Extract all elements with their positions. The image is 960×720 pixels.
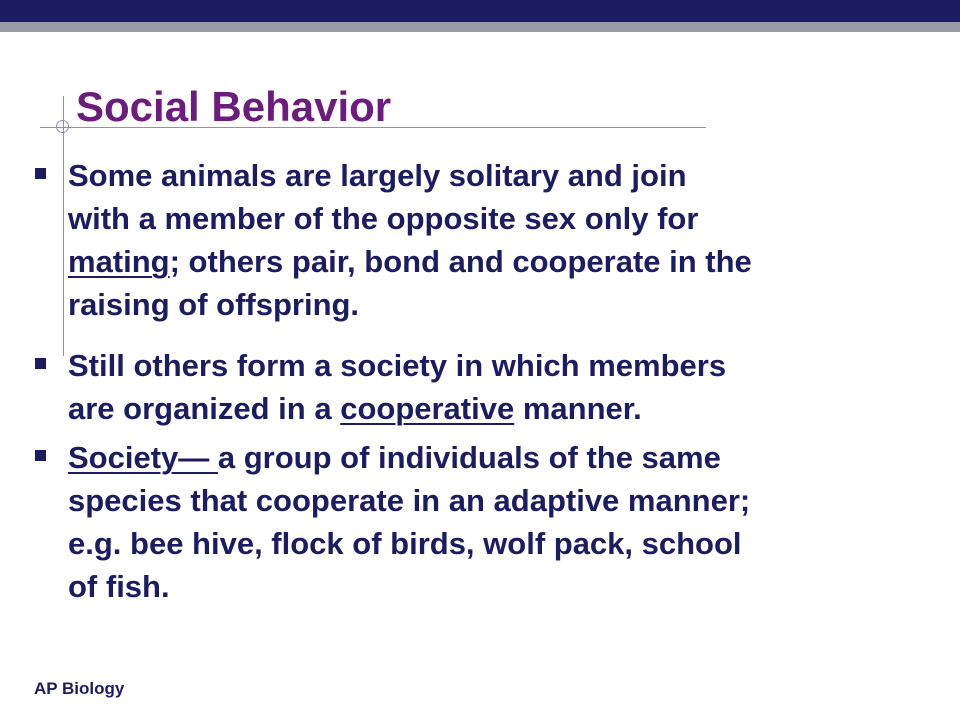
term-society: Society—: [68, 440, 218, 475]
bullet-3-line-1: [68, 436, 928, 479]
top-band: [0, 0, 960, 22]
bullet-text-3: [68, 436, 928, 608]
term-cooperative: cooperative: [340, 391, 515, 426]
bullet-1-line-4: raising of offspring.: [68, 287, 360, 322]
bullet-2-line-2: [68, 387, 928, 430]
square-bullet-icon: [35, 358, 46, 369]
bullet-3-line-1-rest: a group of individuals of the same: [217, 440, 721, 475]
title-vertical-rule: [63, 96, 64, 356]
bullet-1-line-2: with a member of the opposite sex only for: [68, 201, 699, 236]
square-bullet-icon: [35, 168, 46, 179]
term-mating: mating: [68, 244, 170, 279]
bullet-2-line-1: Still others form a society in which members: [68, 348, 727, 383]
bullet-3-line-4: of fish.: [68, 569, 170, 604]
square-bullet-icon: [35, 450, 46, 461]
crosshair-circle-icon: [56, 120, 69, 133]
bullet-3-line-2: species that cooperate in an adaptive manner;: [68, 483, 751, 518]
bullet-text-2: [68, 344, 928, 430]
bullet-1-line-3-rest: ; others pair, bond and cooperate in the: [169, 244, 752, 279]
bullet-3-line-3: e.g. bee hive, flock of birds, wolf pack, school: [68, 526, 742, 561]
footer-label: AP Biology: [34, 679, 125, 698]
bullet-1-line-3: [68, 240, 928, 283]
bullet-2-line-2-pre: are organized in a: [68, 391, 341, 426]
bullet-1-line-1: Some animals are largely solitary and join: [68, 158, 687, 193]
slide-title: Social Behavior: [76, 83, 392, 130]
top-band-stripe: [0, 22, 960, 32]
bullet-2-line-2-post: manner.: [514, 391, 642, 426]
bullet-text-1: [68, 154, 928, 326]
